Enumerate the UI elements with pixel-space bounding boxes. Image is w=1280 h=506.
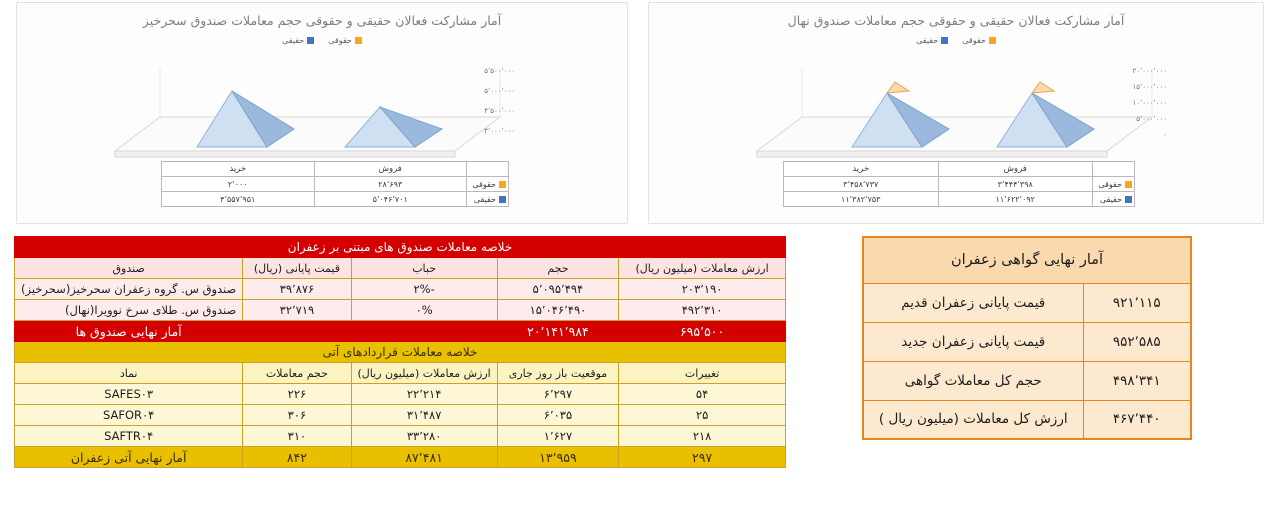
futures-row1-volume: ۳۰۶ — [243, 405, 351, 426]
chart-row-label-hoghughi: حقوقی — [467, 177, 509, 192]
futures-row2-change: ۲۱۸ — [619, 426, 786, 447]
futures-row1-open: ۶٬۰۳۵ — [497, 405, 618, 426]
row-swatch-hoghughi-icon — [499, 181, 506, 188]
chart-col-buy: خرید — [162, 162, 315, 177]
fund-row0-value: ۲۰۳٬۱۹۰ — [619, 279, 786, 300]
chart-cell-haghighi-buy: ۴٬۵۵۷٬۹۵۱ — [162, 192, 315, 207]
legend-item-hoghughi — [328, 36, 362, 45]
fund-col-volume: حجم — [497, 258, 618, 279]
chart-svg-saharkhiz — [15, 47, 627, 165]
svg-text:۵٬۵۰۰٬۰۰۰: ۵٬۵۰۰٬۰۰۰ — [484, 67, 515, 75]
table-row — [784, 177, 1135, 192]
chart-data-table-saharkhiz — [161, 161, 509, 207]
table-row — [863, 361, 1191, 400]
fund-summary-band-title: خلاصه معاملات صندوق های مبتنی بر زعفران — [15, 237, 786, 258]
chart-svg-nahal — [647, 47, 1263, 165]
table-row-title — [863, 237, 1191, 283]
fund-col-fund: صندوق — [15, 258, 243, 279]
chart-cell-hoghughi-buy: ۲٬۰۰۰ — [162, 177, 315, 192]
fund-row1-volume: ۱۵٬۰۴۶٬۴۹۰ — [497, 300, 618, 321]
chart-panel-saharkhiz — [16, 2, 628, 224]
chart-row-label-hoghughi: حقوقی — [1093, 177, 1135, 192]
fund-col-bubble: حباب — [351, 258, 497, 279]
futures-total-open: ۱۳٬۹۵۹ — [497, 447, 618, 468]
chart-row-label-haghighi: حقیقی — [467, 192, 509, 207]
table-row — [863, 283, 1191, 322]
table-row-header — [15, 258, 786, 279]
table-row — [15, 279, 786, 300]
chart-plot-saharkhiz — [17, 47, 627, 165]
futures-col-symbol: نماد — [15, 363, 243, 384]
fund-summary-table — [14, 236, 786, 468]
fund-row1-value: ۴۹۲٬۳۱۰ — [619, 300, 786, 321]
table-row — [162, 162, 509, 177]
legend-item-haghighi — [916, 36, 948, 45]
futures-row0-value: ۲۲٬۲۱۴ — [351, 384, 497, 405]
futures-row1-symbol: SAFOR۰۴ — [15, 405, 243, 426]
row-swatch-haghighi-icon — [1125, 196, 1132, 203]
futures-col-volume: حجم معاملات — [243, 363, 351, 384]
saffron-final-table — [862, 236, 1192, 440]
svg-text:۰: ۰ — [1163, 131, 1167, 139]
futures-row2-symbol: SAFTR۰۴ — [15, 426, 243, 447]
fund-total-value: ۶۹۵٬۵۰۰ — [619, 321, 786, 342]
table-row — [15, 300, 786, 321]
legend-label-hoghughi: حقوقی — [962, 36, 986, 45]
chart-table-corner — [467, 162, 509, 177]
futures-row1-change: ۲۵ — [619, 405, 786, 426]
fund-total-volume: ۲۰٬۱۴۱٬۹۸۴ — [497, 321, 618, 342]
futures-row0-symbol: SAFES۰۳ — [15, 384, 243, 405]
chart-title-saharkhiz: آمار مشارکت فعالان حقیقی و حقوقی حجم معاملات صندوق سحرخیز — [142, 13, 502, 28]
futures-total-change: ۲۹۷ — [619, 447, 786, 468]
table-row-total — [15, 447, 786, 468]
saffron-total-value-value: ۴۶۷٬۴۴۰ — [1083, 400, 1191, 439]
fund-total-price-empty — [243, 321, 351, 342]
table-row-band — [15, 237, 786, 258]
fund-row1-bubble: ۰% — [351, 300, 497, 321]
table-row-header — [15, 363, 786, 384]
fund-row0-volume: ۵٬۰۹۵٬۴۹۴ — [497, 279, 618, 300]
chart-data-table-nahal — [783, 161, 1135, 207]
table-row — [162, 192, 509, 207]
legend-swatch-hoghughi-icon — [355, 37, 362, 44]
fund-col-value: ارزش معاملات (میلیون ریال) — [619, 258, 786, 279]
svg-text:۴٬۵۰۰٬۰۰۰: ۴٬۵۰۰٬۰۰۰ — [484, 107, 515, 115]
legend-swatch-haghighi-icon — [307, 37, 314, 44]
futures-row1-value: ۳۱٬۴۸۷ — [351, 405, 497, 426]
svg-text:۱۵٬۰۰۰٬۰۰۰: ۱۵٬۰۰۰٬۰۰۰ — [1132, 83, 1167, 91]
saffron-old-price-label: قیمت پایانی زعفران قدیم — [863, 283, 1083, 322]
saffron-old-price-value: ۹۲۱٬۱۱۵ — [1083, 283, 1191, 322]
fund-row0-final-price: ۳۹٬۸۷۶ — [243, 279, 351, 300]
svg-text:۲۰٬۰۰۰٬۰۰۰: ۲۰٬۰۰۰٬۰۰۰ — [1132, 67, 1167, 75]
row-swatch-hoghughi-icon — [1125, 181, 1132, 188]
svg-text:۵٬۰۰۰٬۰۰۰: ۵٬۰۰۰٬۰۰۰ — [484, 87, 515, 95]
svg-text:۵٬۰۰۰٬۰۰۰: ۵٬۰۰۰٬۰۰۰ — [1136, 115, 1167, 123]
futures-row2-value: ۳۳٬۲۸۰ — [351, 426, 497, 447]
chart-col-buy: خرید — [784, 162, 939, 177]
chart-cell-hoghughi-buy: ۳٬۴۵۸٬۷۳۷ — [784, 177, 939, 192]
table-row — [784, 162, 1135, 177]
chart-plot-nahal — [649, 47, 1263, 165]
table-row — [15, 384, 786, 405]
futures-row0-open: ۶٬۲۹۷ — [497, 384, 618, 405]
table-row — [863, 400, 1191, 439]
legend-swatch-hoghughi-icon — [989, 37, 996, 44]
table-row — [784, 192, 1135, 207]
chart-cell-hoghughi-sell: ۳٬۴۴۴٬۳۹۸ — [938, 177, 1093, 192]
futures-row2-volume: ۳۱۰ — [243, 426, 351, 447]
saffron-new-price-label: قیمت پایانی زعفران جدید — [863, 322, 1083, 361]
table-row — [863, 322, 1191, 361]
futures-row0-volume: ۲۲۶ — [243, 384, 351, 405]
chart-legend-nahal — [649, 36, 1263, 45]
futures-col-change: تغییرات — [619, 363, 786, 384]
chart-col-sell: فروش — [938, 162, 1093, 177]
fund-row1-name: صندوق س. طلای سرخ نوویرا(نهال) — [15, 300, 243, 321]
table-row — [15, 405, 786, 426]
saffron-final-title: آمار نهایی گواهی زعفران — [863, 237, 1191, 283]
legend-item-haghighi — [282, 36, 314, 45]
fund-row0-name: صندوق س. گروه زعفران سحرخیز(سحرخیز) — [15, 279, 243, 300]
legend-swatch-haghighi-icon — [941, 37, 948, 44]
futures-row0-change: ۵۴ — [619, 384, 786, 405]
saffron-total-value-label: ارزش کل معاملات (میلیون ریال ) — [863, 400, 1083, 439]
row-swatch-haghighi-icon — [499, 196, 506, 203]
fund-total-label: آمار نهایی صندوق ها — [15, 321, 243, 342]
legend-label-hoghughi: حقوقی — [328, 36, 352, 45]
futures-row2-open: ۱٬۶۲۷ — [497, 426, 618, 447]
futures-col-value: ارزش معاملات (میلیون ریال) — [351, 363, 497, 384]
saffron-total-volume-value: ۴۹۸٬۳۴۱ — [1083, 361, 1191, 400]
legend-label-haghighi: حقیقی — [282, 36, 305, 45]
chart-cell-hoghughi-sell: ۲۸٬۶۹۳ — [314, 177, 467, 192]
chart-panel-nahal — [648, 2, 1264, 224]
chart-legend-saharkhiz — [17, 36, 627, 45]
chart-row-label-haghighi: حقیقی — [1093, 192, 1135, 207]
legend-item-hoghughi — [962, 36, 996, 45]
futures-total-volume: ۸۴۲ — [243, 447, 351, 468]
fund-total-bubble-empty — [351, 321, 497, 342]
legend-label-haghighi: حقیقی — [916, 36, 939, 45]
fund-row1-final-price: ۳۲٬۷۱۹ — [243, 300, 351, 321]
fund-col-final-price: قیمت پایانی (ریال) — [243, 258, 351, 279]
svg-text:۱۰٬۰۰۰٬۰۰۰: ۱۰٬۰۰۰٬۰۰۰ — [1132, 99, 1167, 107]
futures-band-title: خلاصه معاملات قراردادهای آتی — [15, 342, 786, 363]
saffron-new-price-value: ۹۵۲٬۵۸۵ — [1083, 322, 1191, 361]
chart-table-corner — [1093, 162, 1135, 177]
table-row — [162, 177, 509, 192]
svg-text:۴٬۰۰۰٬۰۰۰: ۴٬۰۰۰٬۰۰۰ — [484, 127, 515, 135]
futures-total-value: ۸۷٬۴۸۱ — [351, 447, 497, 468]
chart-col-sell: فروش — [314, 162, 467, 177]
table-row — [15, 426, 786, 447]
table-row-total — [15, 321, 786, 342]
table-row-band — [15, 342, 786, 363]
saffron-total-volume-label: حجم کل معاملات گواهی — [863, 361, 1083, 400]
futures-col-open-interest: موقعیت باز روز جاری — [497, 363, 618, 384]
fund-row0-bubble: -۲% — [351, 279, 497, 300]
futures-total-label: آمار نهایی آتی زعفران — [15, 447, 243, 468]
chart-cell-haghighi-buy: ۱۱٬۳۸۲٬۷۵۳ — [784, 192, 939, 207]
chart-title-nahal: آمار مشارکت فعالان حقیقی و حقوقی حجم معاملات صندوق نهال — [787, 13, 1125, 28]
chart-cell-haghighi-sell: ۱۱٬۶۲۲٬۰۹۲ — [938, 192, 1093, 207]
chart-cell-haghighi-sell: ۵٬۰۴۶٬۷۰۱ — [314, 192, 467, 207]
